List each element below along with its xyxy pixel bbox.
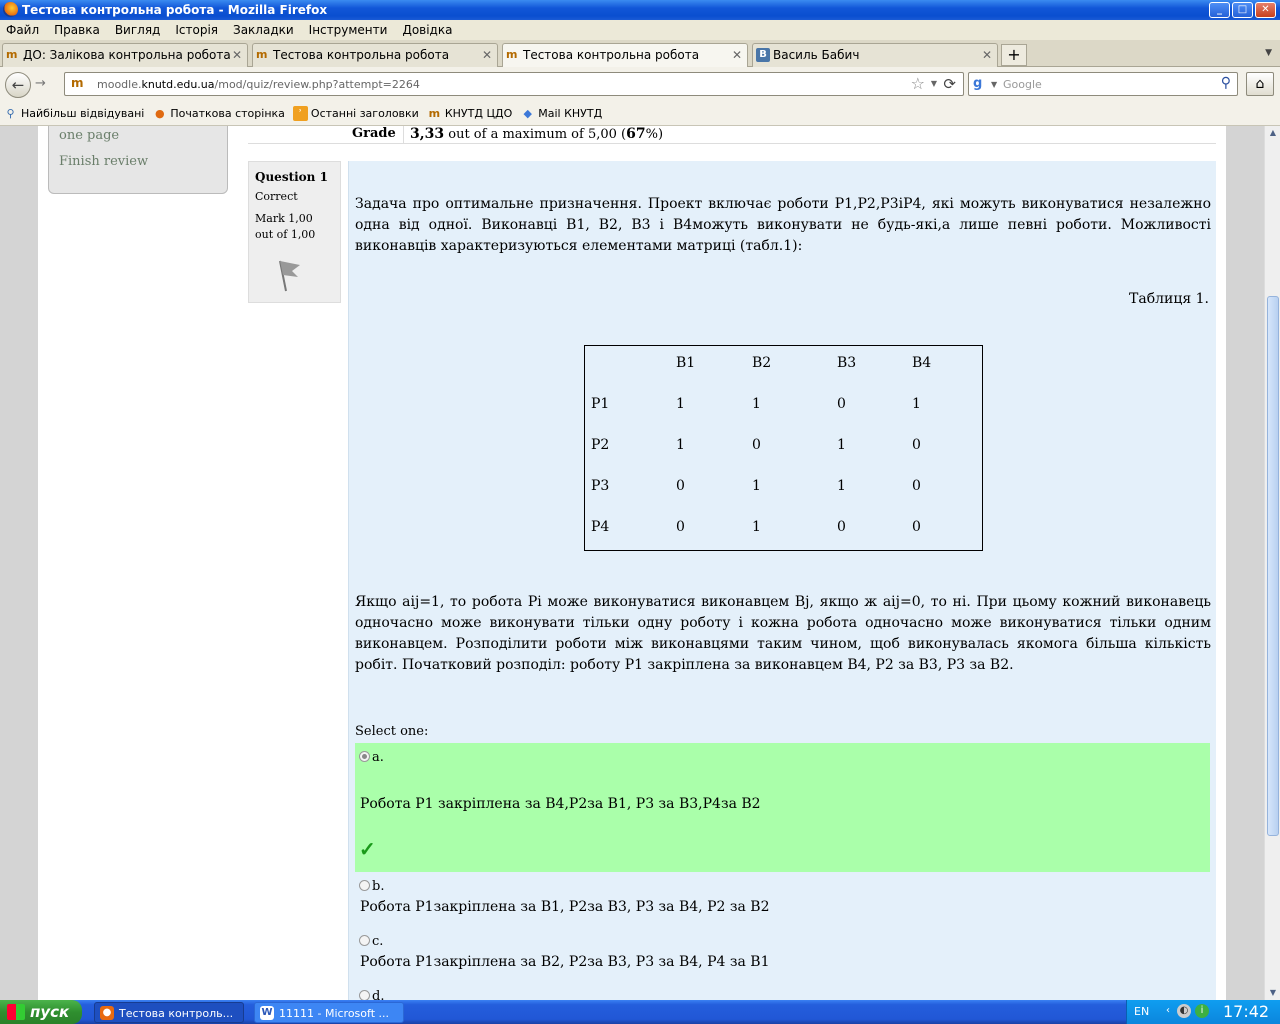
matrix-cell: 0 xyxy=(676,519,685,535)
matrix-col-header: B4 xyxy=(912,355,932,371)
flag-question-icon[interactable] xyxy=(274,257,304,293)
matrix-col-header: B2 xyxy=(752,355,772,371)
matrix-cell: 0 xyxy=(752,437,761,453)
vk-icon: B xyxy=(756,48,770,62)
maximize-button[interactable]: □ xyxy=(1232,2,1253,18)
matrix-cell: 1 xyxy=(837,478,846,494)
matrix-cell: 0 xyxy=(912,478,921,494)
scroll-down-icon[interactable]: ▼ xyxy=(1269,988,1277,997)
assignment-matrix xyxy=(584,345,983,551)
tab-vasyl-babych[interactable] xyxy=(752,43,998,67)
moodle-icon: m xyxy=(506,48,518,61)
search-bar[interactable] xyxy=(968,72,1238,96)
matrix-cell: 1 xyxy=(912,396,921,412)
site-icon: m xyxy=(71,76,84,90)
url-text[interactable]: moodle.knutd.edu.ua/mod/quiz/review.php?attempt=2264 xyxy=(97,78,420,91)
close-window-button[interactable]: ✕ xyxy=(1255,2,1276,18)
menu-bookmarks[interactable]: Закладки xyxy=(233,23,294,37)
menu-file[interactable]: Файл xyxy=(6,23,40,37)
google-apps-icon: ◆ xyxy=(523,107,532,120)
search-engine-dropdown-icon[interactable]: ▼ xyxy=(991,80,998,89)
menu-help[interactable]: Довідка xyxy=(402,23,453,37)
finish-review-link[interactable]: Finish review xyxy=(59,154,149,169)
word-icon: W xyxy=(261,1007,273,1018)
rss-icon: ʾ xyxy=(293,106,308,121)
navigation-toolbar xyxy=(0,67,1280,102)
answer-letter: c. xyxy=(372,934,384,949)
bookmark-most-visited[interactable]: ⚲ Найбільш відвідувані xyxy=(3,106,144,121)
question-mark: Mark 1,00 out of 1,00 xyxy=(255,212,316,241)
tab-bar xyxy=(0,40,1280,67)
answer-radio-d[interactable] xyxy=(359,990,370,1000)
tab-zalikova[interactable] xyxy=(2,43,248,67)
grade-value: 3,33 out of a maximum of 5,00 (67%) xyxy=(410,126,664,142)
matrix-cell: 1 xyxy=(837,437,846,453)
tab-testova-1[interactable] xyxy=(252,43,498,67)
menu-edit[interactable]: Правка xyxy=(54,23,100,37)
menu-bar xyxy=(0,20,1280,40)
menu-view[interactable]: Вигляд xyxy=(114,23,161,37)
answer-option-a-correct xyxy=(355,743,1210,872)
close-tab-icon[interactable]: ✕ xyxy=(481,48,492,62)
grade-summary-row xyxy=(248,126,1216,144)
divider xyxy=(403,126,404,144)
close-tab-icon[interactable]: ✕ xyxy=(981,48,992,62)
question-text: Задача про оптимальне призначення. Проект включає роботи P1,P2,P3iP4, які можуть виконуватися незалежно одна від одної. Виконавці B1, B2, B3 і B4можуть виконувати не будь-які,а лише певні роботи. Можливості виконавців характеризуються елементами матриці (табл.1): xyxy=(355,196,1211,254)
answer-text: Робота P1закріплена за B1, P2за B3, P3 за B4, P2 за B2 xyxy=(360,899,770,915)
answer-letter: a. xyxy=(372,750,384,765)
firefox-icon: ● xyxy=(155,107,165,120)
windows-taskbar xyxy=(0,1000,1280,1024)
bookmark-start-page[interactable]: ● Початкова сторінка xyxy=(152,106,285,121)
google-icon[interactable]: g xyxy=(973,76,983,91)
firefox-icon xyxy=(3,2,18,17)
firefox-icon: ● xyxy=(100,1006,114,1020)
page-viewport xyxy=(0,126,1264,1000)
menu-history[interactable]: Історія xyxy=(175,23,218,37)
answer-radio-c[interactable] xyxy=(359,935,370,946)
clock: 17:42 xyxy=(1223,1002,1270,1021)
matrix-cell: 1 xyxy=(676,437,685,453)
system-tray xyxy=(1126,1000,1280,1024)
search-icon[interactable]: ⚲ xyxy=(1220,75,1231,91)
question-info xyxy=(248,161,341,303)
matrix-row-header: P1 xyxy=(591,396,610,412)
taskbar-item-firefox[interactable]: ● Тестова контроль... xyxy=(94,1002,244,1023)
scroll-up-icon[interactable]: ▲ xyxy=(1269,128,1277,137)
moodle-icon: m xyxy=(6,48,18,61)
matrix-cell: 0 xyxy=(676,478,685,494)
question-number: Question 1 xyxy=(255,170,328,184)
tab-label: Тестова контрольна робота xyxy=(523,48,700,62)
matrix-row-header: P3 xyxy=(591,478,610,494)
select-one-label: Select one: xyxy=(355,724,429,739)
answer-text: Робота P1 закріплена за B4,P2за B1, P3 за B3,P4за B2 xyxy=(360,796,761,812)
matrix-cell: 1 xyxy=(752,519,761,535)
bookmark-mail-knutd[interactable]: ◆ Mail КНУТД xyxy=(520,106,602,121)
answer-letter: b. xyxy=(372,879,385,894)
matrix-cell: 0 xyxy=(837,519,846,535)
language-indicator[interactable]: EN xyxy=(1134,1005,1150,1018)
history-dropdown-icon[interactable]: ▼ xyxy=(930,79,937,88)
table-caption: Таблиця 1. xyxy=(1129,291,1209,307)
taskbar-item-word[interactable]: W 11111 - Microsoft ... xyxy=(254,1002,404,1023)
bookmark-knutd-cdo[interactable]: m КНУТД ЦДО xyxy=(428,107,513,120)
quiz-navigation-block xyxy=(48,126,228,194)
info-icon[interactable]: i xyxy=(1195,1004,1209,1018)
url-bar[interactable] xyxy=(64,72,964,96)
question-content xyxy=(348,161,1216,1000)
search-input[interactable]: Google xyxy=(1003,78,1042,91)
matrix-col-header: B1 xyxy=(676,355,696,371)
answer-text: Робота P1закріплена за B2, P2за B3, P3 за B4, P4 за B1 xyxy=(360,954,770,970)
tab-label: ДО: Залікова контрольна робота xyxy=(23,48,231,62)
answer-radio-a[interactable] xyxy=(359,751,370,762)
network-icon[interactable]: ◐ xyxy=(1177,1004,1191,1018)
matrix-cell: 1 xyxy=(752,478,761,494)
menu-tools[interactable]: Інструменти xyxy=(308,23,388,37)
problem-condition: Якщо aij=1, то робота Pi може виконуватися виконавцем Bj, якщо ж aij=0, то ні. При цьому кожний виконавець одночасно може виконувати тільки одну роботу і кожна робота одночасно може виконуватися тільки одним виконавцем. Розподілити роботи між виконавцями таким чином, щоб виконувалась якомога більша кількість робіт. Початковий розподіл: роботу P1 закріплена за виконавцем B4, P2 за B3, P3 за B2. xyxy=(355,594,1211,673)
answer-letter: d. xyxy=(372,989,385,1000)
tab-testova-2-active[interactable] xyxy=(502,43,748,68)
window-title: Тестова контрольна робота - Mozilla Firefox xyxy=(22,3,328,17)
smart-folder-icon: ⚲ xyxy=(6,107,15,120)
bookmarks-toolbar xyxy=(0,102,1280,126)
windows-logo-icon xyxy=(7,1004,25,1020)
moodle-icon: m xyxy=(256,48,268,61)
scrollbar-thumb[interactable] xyxy=(1267,296,1279,836)
forward-button[interactable]: → xyxy=(35,76,46,91)
bookmark-latest-headlines[interactable]: ʾ Останні заголовки xyxy=(293,106,419,121)
bookmark-star-icon[interactable]: ☆ xyxy=(910,74,925,93)
matrix-row-header: P2 xyxy=(591,437,610,453)
tab-label: Тестова контрольна робота xyxy=(273,48,450,62)
window-titlebar xyxy=(0,0,1280,20)
matrix-cell: 0 xyxy=(837,396,846,412)
answer-radio-b[interactable] xyxy=(359,880,370,891)
grade-label: Grade xyxy=(352,126,396,141)
matrix-row-header: P4 xyxy=(591,519,610,535)
show-one-page-link[interactable]: one page xyxy=(59,128,120,143)
close-tab-icon[interactable]: ✕ xyxy=(731,48,742,62)
tray-expand-icon[interactable]: ‹ xyxy=(1166,1005,1170,1016)
start-button[interactable]: пуск xyxy=(0,1000,82,1024)
matrix-cell: 0 xyxy=(912,437,921,453)
close-tab-icon[interactable]: ✕ xyxy=(231,48,242,62)
reload-icon[interactable]: ⟳ xyxy=(943,75,956,93)
correct-check-icon: ✓ xyxy=(359,837,376,861)
back-button[interactable]: ← xyxy=(5,72,31,98)
tab-label: Василь Бабич xyxy=(773,48,860,62)
matrix-col-header: B3 xyxy=(837,355,857,371)
matrix-cell: 1 xyxy=(676,396,685,412)
matrix-cell: 0 xyxy=(912,519,921,535)
matrix-cell: 1 xyxy=(752,396,761,412)
vertical-scrollbar[interactable] xyxy=(1264,126,1280,1000)
home-button[interactable]: ⌂ xyxy=(1246,72,1274,96)
tab-list-arrow-icon[interactable]: ▼ xyxy=(1265,48,1272,58)
moodle-icon: m xyxy=(428,107,441,120)
question-state: Correct xyxy=(255,190,298,203)
new-tab-button[interactable]: + xyxy=(1001,44,1027,66)
minimize-button[interactable]: _ xyxy=(1209,2,1230,18)
